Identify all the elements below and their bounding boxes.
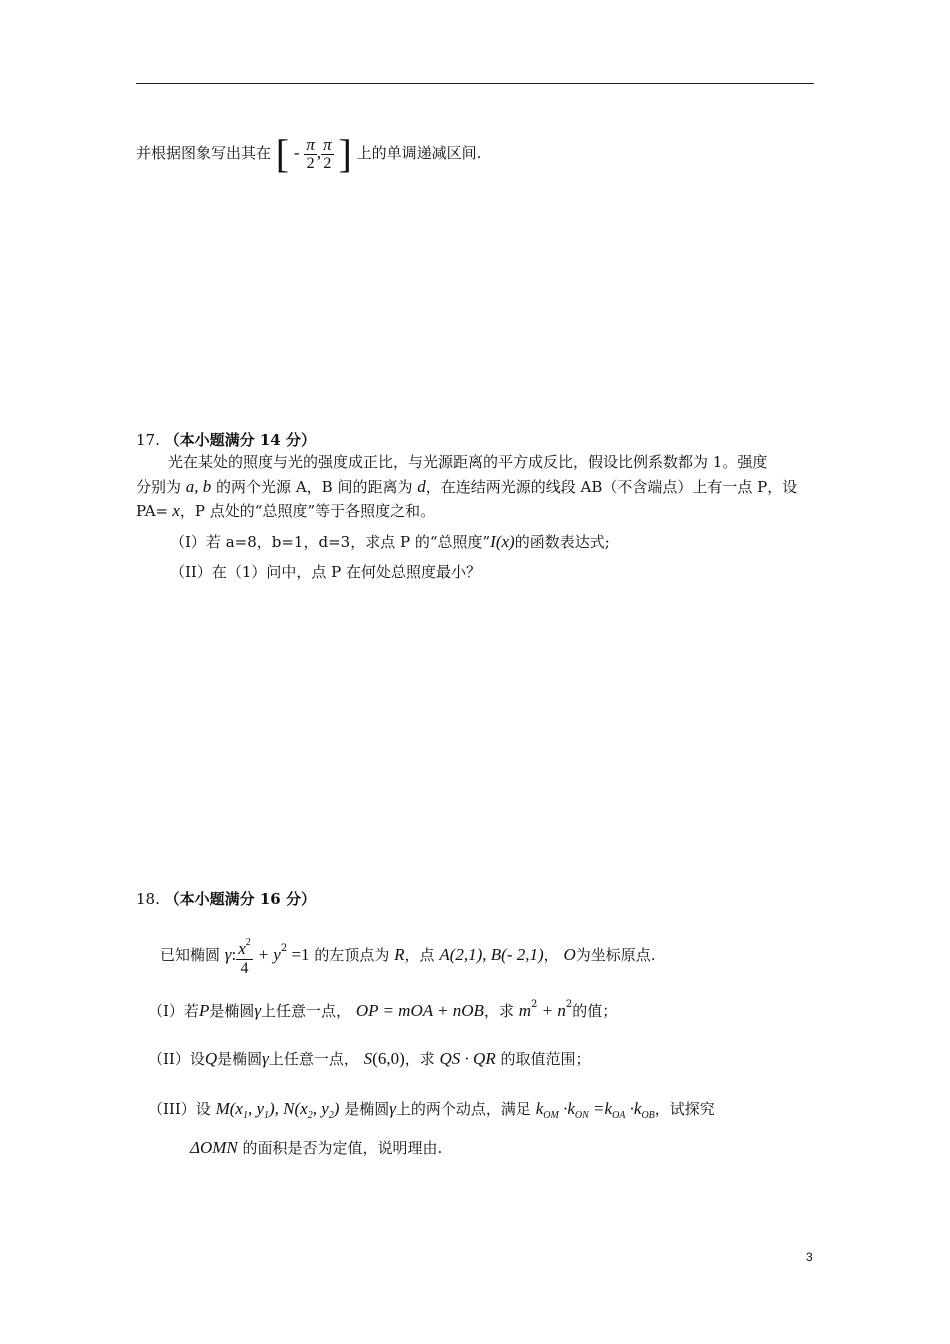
mn-part: ) (333, 1099, 340, 1118)
q18-dot-product: QS · QR (439, 1049, 496, 1068)
k: k (633, 1099, 642, 1118)
q18-p3-text-e: 的面积是否为定值，说明理由. (242, 1139, 443, 1157)
q17-func-I: I(x) (490, 532, 515, 551)
q17-part1-text-b: ，求点 P 的“总照度” (350, 533, 491, 551)
q18-number: 18. (136, 890, 160, 908)
q16-suffix: 上的单调递减区间. (356, 144, 482, 162)
pi-over-2-right (321, 136, 334, 173)
q17-var-d: d (417, 477, 426, 496)
q18-eq-end: =1 (287, 945, 310, 964)
interval-left-bracket: [ (275, 131, 290, 176)
q18-part2 (148, 1044, 591, 1074)
q18-points-MN (215, 1099, 340, 1121)
q18-y-exp: 2 (280, 943, 288, 954)
q18-intro-text-d: ， (543, 946, 559, 964)
q18-part1 (148, 990, 617, 1026)
q18-intro-text-a: 已知椭圆 (160, 946, 221, 964)
mn-part: M(x (215, 1099, 243, 1118)
q18-point-S: S (363, 1049, 373, 1068)
q18-slope-condition (535, 1099, 655, 1121)
q17-number: 17. (136, 431, 160, 449)
q18-p2-text-b: 是椭圆 (217, 1050, 263, 1068)
pi-denominator: 2 (323, 154, 332, 172)
q18-p2-text-c: 上任意一点， (268, 1050, 359, 1068)
q18-p2-text-d: ，求 (404, 1050, 435, 1068)
q18-p2-text-a: （II）设 (148, 1050, 205, 1068)
interval-comma: , (316, 143, 322, 162)
q17-para1: 光在某处的照度与光的强度成正比，与光源距离的平方成反比，假设比例系数都为 1。强度 (168, 453, 768, 471)
pi-denominator: 2 (306, 154, 315, 172)
q18-p3-text-b: 是椭圆 (344, 1100, 390, 1118)
q17-para2-text-c: ，在连结两光源的线段 AB（不含端点）上有一点 P，设 (425, 478, 798, 496)
q18-p3-text-d: ，试探究 (654, 1100, 715, 1118)
pi-numerator: π (306, 134, 315, 154)
q18-p1-text-d: ，求 (483, 1002, 514, 1020)
q18-intro-text-e: 为坐标原点. (575, 946, 656, 964)
q17-para3-text-b: ，P 点处的“总照度”等于各照度之和。 (179, 502, 436, 520)
frac-x: x (238, 939, 246, 958)
q18-p1-text-e: 的值； (572, 1002, 618, 1020)
q18-colon: : (231, 945, 237, 964)
q18-point-R: R (394, 945, 405, 964)
dot: · (558, 1099, 568, 1118)
q17-para3 (136, 501, 435, 521)
header-rule (136, 83, 814, 84)
q18-eq-y: + y (257, 945, 281, 964)
q17-var-x: x (168, 501, 180, 520)
k: k (604, 1099, 613, 1118)
q18-point-Q: Q (204, 1049, 218, 1068)
q18-m: m (518, 1001, 532, 1020)
k: k (567, 1099, 575, 1118)
q18-gamma: γ (262, 1049, 269, 1068)
q17-part1-text-a: （I）若 (170, 533, 226, 551)
q18-heading (136, 889, 316, 909)
q18-gamma: γ (224, 945, 232, 964)
q18-intro-text-b: 的左顶点为 (314, 946, 390, 964)
sub-1: 1 (263, 1110, 269, 1121)
sub-1: 1 (242, 1110, 248, 1121)
q18-part3 (148, 1094, 715, 1131)
q18-points-AB: A(2,1), B(- 2,1) (439, 945, 544, 964)
q18-n: + n (537, 1001, 566, 1020)
q18-part3-cont (190, 1136, 442, 1160)
q18-S-coords: (6,0) (372, 1049, 405, 1068)
q16-tail-line (136, 128, 481, 178)
q18-score: （本小题满分 16 分） (164, 890, 316, 908)
q18-gamma: γ (254, 1001, 262, 1020)
q17-part1-values: a=8，b=1，d=3 (225, 533, 351, 551)
q18-x2-over-4 (236, 934, 253, 978)
interval-right-bracket: ] (338, 131, 352, 176)
k-sub: ON (574, 1110, 589, 1121)
mn-part: , y (247, 1099, 264, 1118)
mn-part: , y (312, 1099, 329, 1118)
k-sub: OB (641, 1110, 655, 1121)
q18-vector-eq: OP = mOA + nOB (355, 1001, 484, 1020)
k-sub: OA (612, 1110, 626, 1121)
mn-part: ), N(x (268, 1099, 308, 1118)
q17-para3-text-a: PA= (136, 502, 169, 520)
q18-gamma: γ (389, 1099, 396, 1118)
q18-p3-text-c: 上的两个动点，满足 (395, 1100, 531, 1118)
q18-p1-text-a: （I）若 (148, 1002, 199, 1020)
q17-var-ab: a, b (185, 477, 212, 496)
q18-n-exp: 2 (565, 999, 573, 1010)
q18-p3-text-a: （III）设 (148, 1100, 211, 1118)
q18-m-exp: 2 (531, 999, 538, 1010)
q18-intro (160, 924, 656, 977)
k: k (535, 1099, 544, 1118)
q17-heading (136, 430, 316, 450)
frac-numerator (236, 934, 253, 960)
pi-over-2-left (304, 136, 317, 173)
q17-part1 (170, 532, 610, 552)
q18-intro-text-c: ，点 (404, 946, 435, 964)
q18-point-O: O (563, 945, 576, 964)
dot: · (625, 1099, 634, 1118)
q18-p1-text-c: 上任意一点， (261, 1002, 352, 1020)
q17-part2: （II）在（1）问中，点 P 在何处总照度最小？ (170, 563, 482, 581)
q18-point-P: P (198, 1001, 210, 1020)
q17-score: （本小题满分 14 分） (164, 431, 316, 449)
q16-prefix: 并根据图象写出其在 (136, 144, 272, 162)
sub-2: 2 (307, 1110, 313, 1121)
q17-para2 (136, 477, 797, 497)
page-number: 3 (806, 1250, 813, 1264)
frac-denominator: 4 (240, 960, 249, 977)
q18-triangle-OMN: ΔOMN (190, 1138, 238, 1157)
interval-minus: - (293, 143, 300, 162)
sub-2: 2 (328, 1110, 334, 1121)
pi-numerator: π (323, 134, 332, 154)
q18-p1-text-b: 是椭圆 (209, 1002, 255, 1020)
q17-para2-text-a: 分别为 (136, 478, 186, 496)
q17-part1-text-c: 的函数表达式; (514, 533, 610, 551)
eq: = (588, 1099, 605, 1118)
q18-p2-text-e: 的取值范围； (500, 1050, 591, 1068)
q17-para2-text-b: 的两个光源 A，B 间的距离为 (211, 478, 418, 496)
frac-exp: 2 (245, 937, 251, 948)
k-sub: OM (543, 1110, 559, 1121)
